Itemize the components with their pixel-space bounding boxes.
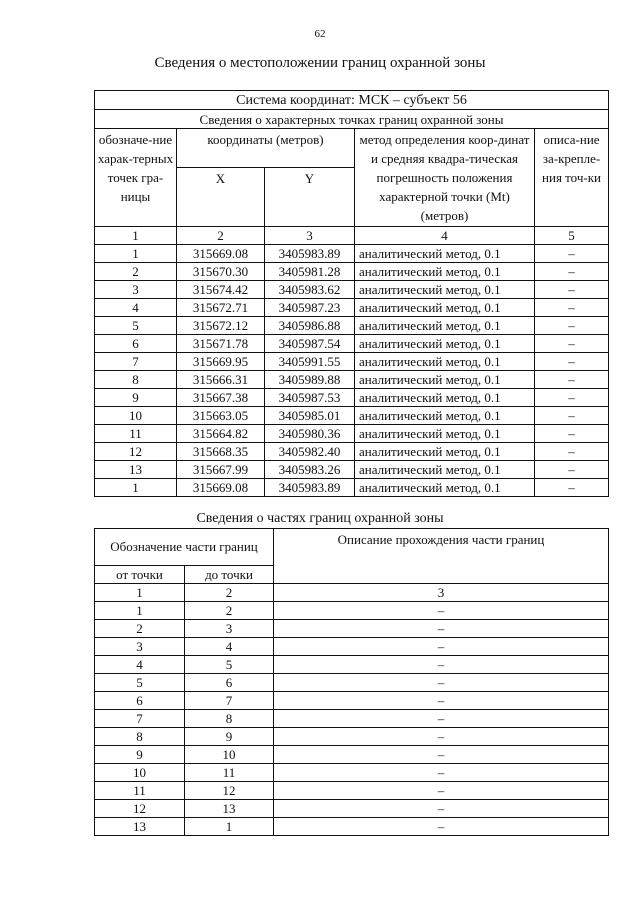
point-number: 8 xyxy=(95,371,177,389)
point-number: 10 xyxy=(95,407,177,425)
coord-x: 315668.35 xyxy=(177,443,265,461)
from-point: 5 xyxy=(95,674,185,692)
coord-x: 315672.71 xyxy=(177,299,265,317)
header-method: метод определения коор-динат и средняя квадра-тическая погрешность положения характерной точки (Mt) (метров) xyxy=(355,129,535,227)
from-point: 6 xyxy=(95,692,185,710)
part-description: – xyxy=(274,746,609,764)
table-row xyxy=(95,335,609,353)
fixing: – xyxy=(535,263,609,281)
to-point: 10 xyxy=(185,746,274,764)
table-row xyxy=(95,425,609,443)
point-number: 11 xyxy=(95,425,177,443)
column-number: 1 xyxy=(95,227,177,245)
fixing: – xyxy=(535,479,609,497)
from-point: 12 xyxy=(95,800,185,818)
table-row xyxy=(95,656,609,674)
method: аналитический метод, 0.1 xyxy=(355,299,535,317)
header-description: Описание прохождения части границ xyxy=(274,529,609,584)
header-to-point: до точки xyxy=(185,566,274,584)
column-numbers-row xyxy=(95,584,609,602)
to-point: 4 xyxy=(185,638,274,656)
table-row xyxy=(95,674,609,692)
fixing: – xyxy=(535,281,609,299)
header-point-designation: обозначе-ние харак-терных точек гра-ницы xyxy=(95,129,177,227)
coord-x: 315671.78 xyxy=(177,335,265,353)
page-number: 62 xyxy=(314,28,326,40)
table-row xyxy=(95,710,609,728)
column-number: 3 xyxy=(265,227,355,245)
coord-x: 315674.42 xyxy=(177,281,265,299)
method: аналитический метод, 0.1 xyxy=(355,425,535,443)
method: аналитический метод, 0.1 xyxy=(355,263,535,281)
coord-system-title: Система координат: МСК – субъект 56 xyxy=(95,91,609,110)
table-row xyxy=(95,299,609,317)
point-number: 7 xyxy=(95,353,177,371)
fixing: – xyxy=(535,299,609,317)
from-point: 7 xyxy=(95,710,185,728)
part-description: – xyxy=(274,764,609,782)
method: аналитический метод, 0.1 xyxy=(355,245,535,263)
point-number: 1 xyxy=(95,479,177,497)
table-row xyxy=(95,407,609,425)
point-number: 1 xyxy=(95,245,177,263)
from-point: 4 xyxy=(95,656,185,674)
coord-x: 315667.99 xyxy=(177,461,265,479)
point-number: 9 xyxy=(95,389,177,407)
part-description: – xyxy=(274,638,609,656)
coord-y: 3405987.53 xyxy=(265,389,355,407)
page-title: Сведения о местоположении границ охранной зоны xyxy=(154,55,486,71)
coord-x: 315670.30 xyxy=(177,263,265,281)
to-point: 11 xyxy=(185,764,274,782)
from-point: 10 xyxy=(95,764,185,782)
column-number: 3 xyxy=(274,584,609,602)
coord-y: 3405983.62 xyxy=(265,281,355,299)
part-description: – xyxy=(274,728,609,746)
table-row xyxy=(95,245,609,263)
table-row xyxy=(95,479,609,497)
coord-x: 315669.95 xyxy=(177,353,265,371)
table-row xyxy=(95,746,609,764)
point-number: 5 xyxy=(95,317,177,335)
table-row xyxy=(95,461,609,479)
coord-y: 3405991.55 xyxy=(265,353,355,371)
point-number: 13 xyxy=(95,461,177,479)
coord-x: 315669.08 xyxy=(177,479,265,497)
coord-y: 3405981.28 xyxy=(265,263,355,281)
method: аналитический метод, 0.1 xyxy=(355,389,535,407)
column-number: 4 xyxy=(355,227,535,245)
table-row xyxy=(95,728,609,746)
header-from-point: от точки xyxy=(95,566,185,584)
part-description: – xyxy=(274,818,609,836)
table-row xyxy=(95,263,609,281)
header-y: Y xyxy=(265,167,355,226)
fixing: – xyxy=(535,245,609,263)
fixing: – xyxy=(535,461,609,479)
fixing: – xyxy=(535,425,609,443)
to-point: 12 xyxy=(185,782,274,800)
from-point: 2 xyxy=(95,620,185,638)
table-row xyxy=(95,818,609,836)
part-description: – xyxy=(274,674,609,692)
fixing: – xyxy=(535,371,609,389)
coord-x: 315666.31 xyxy=(177,371,265,389)
point-number: 12 xyxy=(95,443,177,461)
point-number: 3 xyxy=(95,281,177,299)
method: аналитический метод, 0.1 xyxy=(355,317,535,335)
header-part-designation: Обозначение части границ xyxy=(95,529,274,566)
point-number: 6 xyxy=(95,335,177,353)
method: аналитический метод, 0.1 xyxy=(355,407,535,425)
part-description: – xyxy=(274,620,609,638)
coord-y: 3405982.40 xyxy=(265,443,355,461)
method: аналитический метод, 0.1 xyxy=(355,335,535,353)
table-row xyxy=(95,353,609,371)
column-number: 2 xyxy=(177,227,265,245)
fixing: – xyxy=(535,407,609,425)
point-number: 4 xyxy=(95,299,177,317)
part-description: – xyxy=(274,656,609,674)
table-row xyxy=(95,764,609,782)
coord-y: 3405986.88 xyxy=(265,317,355,335)
fixing: – xyxy=(535,353,609,371)
part-description: – xyxy=(274,710,609,728)
header-coordinates: координаты (метров) xyxy=(177,129,355,168)
table-row xyxy=(95,638,609,656)
parts-table xyxy=(94,528,609,836)
part-description: – xyxy=(274,602,609,620)
coord-y: 3405983.89 xyxy=(265,245,355,263)
coord-x: 315663.05 xyxy=(177,407,265,425)
table-row xyxy=(95,281,609,299)
from-point: 3 xyxy=(95,638,185,656)
coord-y: 3405983.26 xyxy=(265,461,355,479)
to-point: 6 xyxy=(185,674,274,692)
points-table xyxy=(94,90,609,497)
table-row xyxy=(95,371,609,389)
point-number: 2 xyxy=(95,263,177,281)
from-point: 1 xyxy=(95,602,185,620)
table-row xyxy=(95,389,609,407)
coord-y: 3405987.23 xyxy=(265,299,355,317)
to-point: 1 xyxy=(185,818,274,836)
coord-y: 3405989.88 xyxy=(265,371,355,389)
column-number: 1 xyxy=(95,584,185,602)
table-row xyxy=(95,443,609,461)
fixing: – xyxy=(535,335,609,353)
method: аналитический метод, 0.1 xyxy=(355,461,535,479)
to-point: 2 xyxy=(185,602,274,620)
coord-y: 3405987.54 xyxy=(265,335,355,353)
coord-y: 3405983.89 xyxy=(265,479,355,497)
column-numbers-row xyxy=(95,227,609,245)
table-row xyxy=(95,602,609,620)
to-point: 3 xyxy=(185,620,274,638)
to-point: 8 xyxy=(185,710,274,728)
points-table-subtitle: Сведения о характерных точках границ охранной зоны xyxy=(95,110,609,129)
method: аналитический метод, 0.1 xyxy=(355,281,535,299)
column-number: 5 xyxy=(535,227,609,245)
to-point: 5 xyxy=(185,656,274,674)
from-point: 9 xyxy=(95,746,185,764)
table-row xyxy=(95,317,609,335)
from-point: 8 xyxy=(95,728,185,746)
table-row xyxy=(95,692,609,710)
part-description: – xyxy=(274,782,609,800)
method: аналитический метод, 0.1 xyxy=(355,371,535,389)
method: аналитический метод, 0.1 xyxy=(355,479,535,497)
table-row xyxy=(95,620,609,638)
coord-x: 315672.12 xyxy=(177,317,265,335)
part-description: – xyxy=(274,800,609,818)
fixing: – xyxy=(535,443,609,461)
part-description: – xyxy=(274,692,609,710)
table-row xyxy=(95,800,609,818)
coord-y: 3405985.01 xyxy=(265,407,355,425)
coord-x: 315664.82 xyxy=(177,425,265,443)
coord-x: 315669.08 xyxy=(177,245,265,263)
method: аналитический метод, 0.1 xyxy=(355,353,535,371)
from-point: 11 xyxy=(95,782,185,800)
method: аналитический метод, 0.1 xyxy=(355,443,535,461)
coord-x: 315667.38 xyxy=(177,389,265,407)
header-x: X xyxy=(177,167,265,226)
coord-y: 3405980.36 xyxy=(265,425,355,443)
parts-table-title: Сведения о частях границ охранной зоны xyxy=(196,511,444,526)
to-point: 9 xyxy=(185,728,274,746)
to-point: 7 xyxy=(185,692,274,710)
table-row xyxy=(95,782,609,800)
column-number: 2 xyxy=(185,584,274,602)
fixing: – xyxy=(535,389,609,407)
fixing: – xyxy=(535,317,609,335)
to-point: 13 xyxy=(185,800,274,818)
header-fixing: описа-ние за-крепле-ния точ-ки xyxy=(535,129,609,227)
from-point: 13 xyxy=(95,818,185,836)
